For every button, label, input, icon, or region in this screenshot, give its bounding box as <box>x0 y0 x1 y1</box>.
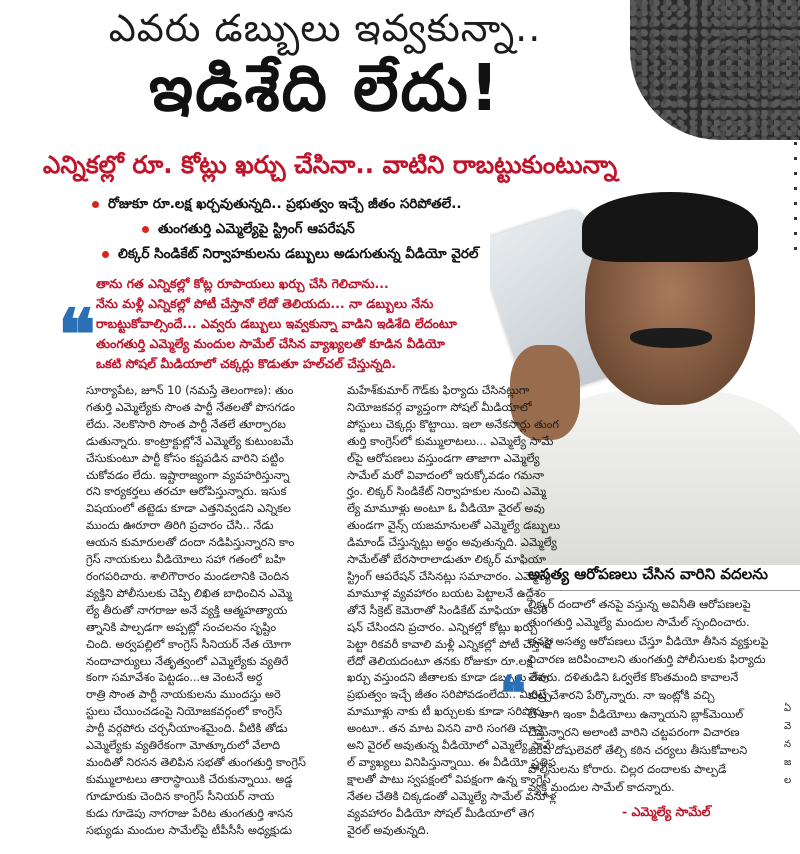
text-line: గూడూరుకు చెందిన కాంగ్రెస్ సీనియర్ నాయ <box>86 789 275 803</box>
subheadline: ఎన్నికల్లో రూ. కోట్లు ఖర్చు చేసినా.. వాటిని రాబట్టుకుంటున్నా <box>42 150 618 179</box>
text-line: తుండగా వైన్స్ యజమానులతో ఎమ్మెల్యే డబ్బులు <box>347 519 561 533</box>
text-line: పోలీసులను కోరారు. చిల్లర దందాలకు పాల్పడే <box>528 762 727 776</box>
intro-line: తుంగతుర్తి ఎమ్మెల్యే మందుల సామేల్ చేసిన వ్యాఖ్యలతో కూడిన వీడియో <box>96 336 445 351</box>
text-line: నేతల చేతికి చిక్కడంతో ఎమ్మెల్యే సామేల్ వసూళ్ల <box>347 789 557 803</box>
text-line: రంగపరిచారు. శాలిగౌరారం మండలానికి చెందిన <box>86 569 290 583</box>
headline-line-2: ఇడిశేది లేదు! <box>148 52 501 126</box>
text-line: ల్‌పై ఆరోపణలు వస్తుండగా తాజాగా ఎమ్మెల్యే <box>347 451 540 465</box>
text-line: తుర్తి కాంగ్రెస్‌లో కుమ్ములాటలు... ఎమ్మెల్యే సామే <box>347 434 554 448</box>
text-line: చేసుకుంటూ పార్టీ కోసం కష్టపడిన వారిని పట్టిం <box>86 451 285 465</box>
text-line: గ్రెస్ నాయకులు వీడియోలు సహా గతంలో బహి <box>86 553 286 567</box>
text-line: డిమాండ్ చేస్తున్నట్లు అర్థం అవుతున్నది. ఎమ్మెల్యే <box>347 536 557 550</box>
edge-char: ఏ <box>784 703 792 714</box>
intro-line: తాను గత ఎన్నికల్లో కోట్ల రూపాయలు ఖర్చు చేసి గెలిచాను... <box>96 276 389 291</box>
text-line: గతుర్తి ఎమ్మెల్యేకు సొంత పార్టీ నేతలతో పొసగడం <box>86 400 296 414</box>
text-line: చేస్తున్నారని అలాంటి వారిని చట్టపరంగా విచారణ <box>528 726 740 740</box>
text-line: తోనే సీక్రెట్ కెమెరాతో సిండికేట్ మాఫియా ఆపరే <box>347 603 548 617</box>
sidebar-box-title: అసత్య ఆరోపణలు చేసిన వారిని వదలను <box>528 565 800 591</box>
text-line: ఎమ్మెల్యేకు వ్యతిరేకంగా మోత్కూరులో వేలాది <box>86 739 281 753</box>
text-line: అని వైరల్ అవుతున్న వీడియోలో ఎమ్మెల్యే సామే <box>347 739 555 753</box>
intro-quote <box>96 274 496 374</box>
text-line: నియోజకవర్గ వ్యాప్తంగా సోషల్ మీడియాలో <box>347 400 532 414</box>
text-line: జరిపి దోషులెవరో తేల్చి కఠిన చర్యలు తీసుకోవాలని <box>528 744 748 758</box>
bullet-item: లిక్కర్ సిండికేట్ నిర్వాహకులను డబ్బులు అడుగుతున్న వీడియో వైరల్ <box>100 242 570 267</box>
intro-line: ఒకటి సోషల్ మీడియాలో చక్కర్లు కొడుతూ హల్‌చల్ చేస్తున్నది. <box>96 356 397 371</box>
text-line: ల్యే మామూళ్లు అంటూ ఓ వీడియో వైరల్ అవు <box>347 502 545 516</box>
edge-char: ల <box>784 775 792 786</box>
bullet-item: రోజుకూ రూ.లక్ష ఖర్చవుతున్నది.. ప్రభుత్వం ఇచ్చే జీతం సరిపోతలే.. <box>90 192 570 217</box>
text-line: పెట్టా రికవరీ కావాలి మళ్లీ ఎన్నికల్లో పోటీ చేస్తానో <box>347 637 553 651</box>
text-line: రాత్రి సొంత పార్టీ నాయకులను ముందస్తు అరె <box>86 688 281 702</box>
text-line: మామూళ్ల వ్యవహారం బయట పెట్టాలనే ఉద్దేశం <box>347 586 546 600</box>
intro-line: నేను మళ్లీ ఎన్నికల్లో పోటీ చేస్తానో లేదో తెలియదు... నా డబ్బులు నేను <box>96 296 434 311</box>
text-line: మామూళ్లు నాకు టీ ఖర్చులకు కూడా సరిపోవు <box>347 705 545 719</box>
text-line: సామేల్ మరో వివాదంలో ఇరుక్కోవడం గమనా <box>347 468 544 482</box>
text-line: వ్యవహారం వీడియో సోషల్ మీడియాలో తెగ <box>347 806 535 820</box>
quote-open-icon: ❝ <box>500 666 526 722</box>
quote-open-icon: ❝ <box>58 293 96 376</box>
text-line: కుడు గూడెపు నాగరాజు పేరిట తుంగతుర్తి శాసన <box>86 806 293 820</box>
sidebar-signature: - ఎమ్మెల్యే సామేల్ <box>622 804 711 819</box>
text-line: కుమ్ములాటలు తారాస్థాయికి చేరుకున్నాయి. అడ్డ <box>86 772 293 786</box>
text-line: క్షాలతో పాటు స్వపక్షంలో విపక్షంగా ఉన్న కాంగ్రెస్ <box>347 772 551 786</box>
text-line: ముందు ఊరూరా తిరిగి ప్రచారం చేసి.. నేడు <box>86 519 274 533</box>
text-line: ర్హం. లిక్కర్ సిండికేట్ నిర్వాహకుల నుంచి ఎమ్మె <box>347 485 547 499</box>
headline-line-1: ఎవరు డబ్బులు ఇవ్వకున్నా.. <box>108 6 542 50</box>
text-line: సూర్యాపేట, జూన్ 10 (నమస్తే తెలంగాణ): తుం <box>86 384 294 397</box>
article-column-1 <box>86 383 340 839</box>
adjacent-article-edge <box>784 700 800 790</box>
text-line: విషయంలో తట్టెడు కూడా ఎత్తనివ్వడని ఎన్నికల <box>86 502 291 516</box>
text-line: నందాచార్యులు నేతృత్వంలో ఎమ్మెల్యేకు వ్యతిరే <box>86 654 289 668</box>
text-line: మందితో నిరసన తెలిపిన సభతో తుంగతుర్తి కాంగ్రెస్ <box>86 755 306 769</box>
text-line: షన్ చేసిందని ప్రచారం. ఎన్నికల్లో కోట్లు ఖర్చు <box>347 620 538 634</box>
sidebar-box-body <box>528 596 768 797</box>
text-line: చుకోవడం లేదు. ఇష్టారాజ్యంగా వ్యవహరిస్తున్నా <box>86 468 290 482</box>
text-line: ల్ వ్యాఖ్యలు వినిపిస్తున్నాయి. ఈ వీడియో ప్రతిప <box>347 755 556 769</box>
text-line: సామేల్‌తో బేరసారాలాడుతూ లిక్కర్ మాఫియా <box>347 553 546 567</box>
text-line: రని కార్యకర్తలు తరచూ ఆరోపిస్తున్నారు. ఇసుక <box>86 485 287 499</box>
text-line: టీ తాగి ఇంకా వీడియోలు ఉన్నాయని బ్లాక్‌మెయిల్ <box>528 707 744 721</box>
edge-char: జ <box>784 757 792 768</box>
text-line: అంటూ.. తన మాట వినని వారి సంగతి చూస్తా <box>347 722 547 736</box>
edge-char: వె <box>784 721 792 732</box>
text-line: వైరల్ అవుతున్నది. <box>347 823 430 837</box>
text-line: లిక్కర్ దందాలో తనపై వస్తున్న అవినీతి ఆరోపణలపై <box>528 598 751 611</box>
text-line: లేదు. నెలకొసారి సొంత పార్టీ నేతలే తూర్పారబ <box>86 417 286 431</box>
text-line: డుతున్నారు. కాంట్రాక్టుల్లోనే ఎమ్మెల్యే కుటుంబమే <box>86 434 294 448</box>
text-line: ల్యే తీరుతో నాగరాజు అనే వ్యక్తి ఆత్మహత్యాయ <box>86 603 288 617</box>
text-line: విచారణ జరిపించాలని తుంగతుర్తి పోలీసులకు ఫిర్యాదు <box>528 652 766 666</box>
seeds-photo <box>630 0 800 140</box>
text-line: వ్యక్తి మందుల సామేల్ కాదన్నారు. <box>528 780 675 794</box>
text-line: పోస్టులు చెక్కర్లు కొట్టాయి. ఇలా అనేకసార్లు తుంగ <box>347 417 559 431</box>
text-line: తనపై అసత్య ఆరోపణలు చేస్తూ వీడియో తీసిన వ్యక్తులపై <box>528 634 769 648</box>
text-line: తుంగతుర్తి ఎమ్మెల్యే మందుల సామేల్ స్పందించారు. <box>528 616 750 630</box>
text-line: ఖర్చు వస్తుందని జీతాలకు కూడా డబ్బులు లేవు <box>347 671 550 685</box>
text-line: వ్యక్తిని పోలీసులకు చెప్పి లిఖిత బాధించిన ఎమ్మె <box>86 586 292 600</box>
text-line: సభ్యుడు మందుల సామేల్‌పై టీపీసీసీ అధ్యక్షుడు <box>86 823 293 837</box>
text-line: చింది. అర్వపల్లిలో కాంగ్రెస్ సీనియర్ నేత యోగా <box>86 637 292 651</box>
bullet-item: తుంగతుర్తి ఎమ్మెల్యేపై స్ట్రింగ్ ఆపరేషన్ <box>140 217 570 242</box>
text-line: కుట్ర చేశారని పేర్కొన్నారు. నా ఇంట్లోకి వచ్చి <box>528 689 715 703</box>
text-line: లేదో తెలియదంటూ తనకు రోజుకూ రూ.లక్ష <box>347 654 533 668</box>
text-line: ఆయన కుమారులతో దందా నడిపిస్తున్నారని కాం <box>86 536 295 550</box>
text-line: కంగా సమావేశం పెట్టడం...ఆ వెంటనే అర్ధ <box>86 671 263 685</box>
text-line: స్టులు చేయించడంపై నియోజకవర్గంలో కాంగ్రెస్ <box>86 705 283 719</box>
intro-line: రాబట్టుకోవాల్సిందే... ఎవ్వరు డబ్బులు ఇవ్వకున్నా వాడిని ఇడిశేది లేదంటూ <box>96 316 457 331</box>
text-line: త్నానికి పాల్పడగా అప్పట్లో సంచలనం సృష్టిం <box>86 620 277 634</box>
text-line: స్ట్రింగ్ ఆపరేషన్ చేసినట్లు సమాచారం. ఎమ్మెల్యే <box>347 569 551 583</box>
text-line: మహేశ్‌కుమార్ గౌడ్‌కు ఫిర్యాదు చేసినట్లుగా <box>347 384 530 397</box>
text-line: చేశారు. దళితుడిని ఓర్వలేక కొంతమంది కావాలనే <box>528 671 739 685</box>
text-line: పార్టీ వర్గపోరు చర్చనీయాంశమైంది. వీటికి తోడు <box>86 722 288 736</box>
text-line: ప్రభుత్వం ఇచ్చే జీతం సరిపోవడంలేదు.. మీరిచ్చే <box>347 688 552 702</box>
hair-graphic <box>582 192 758 262</box>
edge-char: న <box>784 739 792 750</box>
mustache-graphic <box>630 328 712 348</box>
